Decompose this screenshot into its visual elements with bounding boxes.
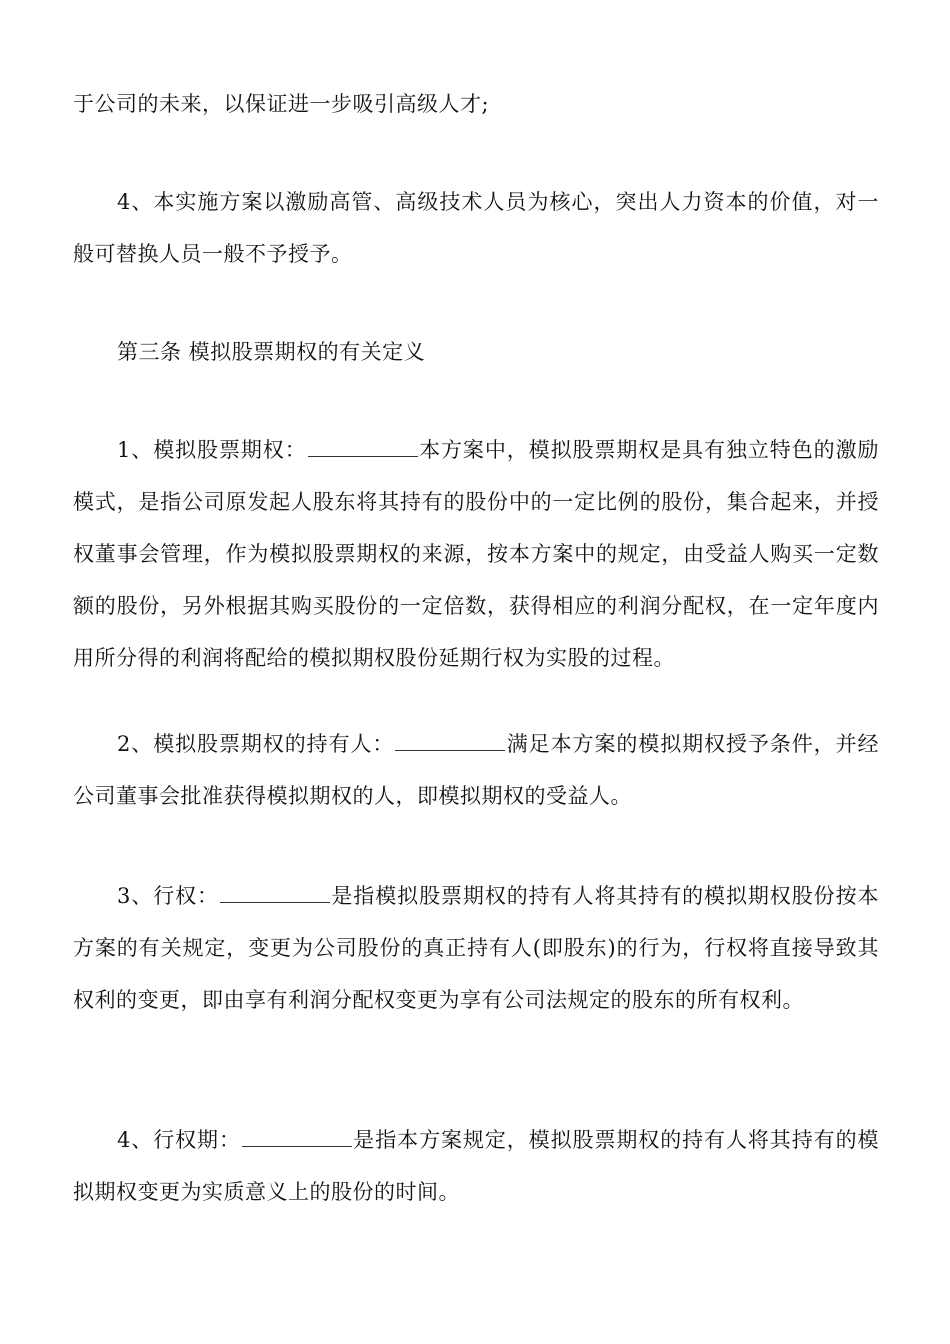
definition-label: 2、模拟股票期权的持有人： <box>117 732 395 756</box>
definition-2 <box>73 718 879 822</box>
fill-blank <box>395 730 505 751</box>
definition-text: 满足本方案的模拟期权授予条件，并经公司董事会批准获得模拟期权的人，即模拟期权的受益人。 <box>73 732 879 808</box>
definition-1 <box>73 424 879 684</box>
definition-label: 4、行权期： <box>117 1128 241 1152</box>
section-heading-article-3: 第三条 模拟股票期权的有关定义 <box>117 340 426 364</box>
definition-label: 3、行权： <box>117 884 219 908</box>
definition-text: 是指模拟股票期权的持有人将其持有的模拟期权股份按本方案的有关规定，变更为公司股份的真正持有人(即股东)的行为，行权将直接导致其权利的变更，即由享有利润分配权变更为享有公司法规定的股东的所有权利。 <box>73 884 879 1012</box>
paragraph-text: 于公司的未来，以保证进一步吸引高级人才; <box>73 92 490 116</box>
definition-4 <box>73 1114 879 1218</box>
paragraph-continuation <box>73 78 879 130</box>
definition-3 <box>73 870 879 1026</box>
definition-label: 1、模拟股票期权： <box>117 438 307 462</box>
paragraph-text: 4、本实施方案以激励高管、高级技术人员为核心，突出人力资本的价值，对一般可替换人员一般不予授予。 <box>73 190 879 266</box>
fill-blank <box>242 1126 352 1147</box>
definition-text: 本方案中，模拟股票期权是具有独立特色的激励模式，是指公司原发起人股东将其持有的股份中的一定比例的股份，集合起来，并授权董事会管理，作为模拟股票期权的来源，按本方案中的规定，由受益人购买一定数额的股份，另外根据其购买股份的一定倍数，获得相应的利润分配权，在一定年度内用所分得的利润将配给的模拟期权股份延期行权为实股的过程。 <box>73 438 879 670</box>
fill-blank <box>220 882 330 903</box>
definition-text: 是指本方案规定，模拟股票期权的持有人将其持有的模拟期权变更为实质意义上的股份的时间。 <box>73 1128 879 1204</box>
paragraph-item-4 <box>73 176 879 280</box>
fill-blank <box>308 436 418 457</box>
